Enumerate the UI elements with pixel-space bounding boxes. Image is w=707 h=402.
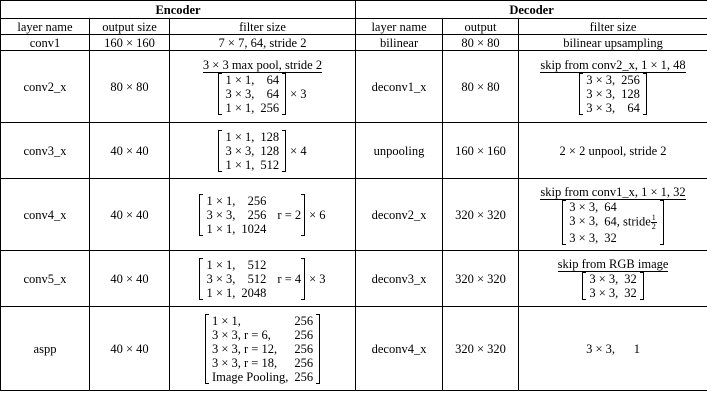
stride-fraction bbox=[651, 214, 657, 231]
matrix-cell: 256 bbox=[247, 207, 267, 222]
col-dec-output: output bbox=[443, 19, 519, 35]
matrix-cell: 3 × 3, bbox=[589, 286, 619, 300]
dec-filter: bilinear upsampling bbox=[519, 35, 707, 51]
col-layer-name: layer name bbox=[1, 19, 90, 35]
col-output-size: output size bbox=[90, 19, 170, 35]
dec-layer-name: deconv3_x bbox=[356, 251, 443, 307]
matrix-cell: 256 bbox=[294, 369, 314, 384]
matrix-cell: 512 bbox=[247, 271, 267, 286]
matrix-cell: 2048 bbox=[241, 285, 267, 300]
matrix-cell: 1 × 1, bbox=[225, 73, 255, 87]
dec-skip-label: skip from RGB image bbox=[557, 257, 669, 271]
matrix-cell: 3 × 3, bbox=[586, 87, 616, 101]
dec-output-size: 80 × 80 bbox=[443, 35, 519, 51]
dec-skip-label: skip from conv1_x, 1 × 1, 32 bbox=[540, 184, 686, 199]
enc-block-matrix bbox=[218, 130, 286, 172]
matrix-cell: 1 × 1, bbox=[206, 285, 236, 300]
enc-block-matrix bbox=[199, 194, 305, 236]
enc-output-size: 40 × 40 bbox=[90, 179, 170, 251]
dec-output-size: 80 × 80 bbox=[443, 51, 519, 123]
enc-output-size: 40 × 40 bbox=[90, 123, 170, 179]
matrix-cell: 3 × 3, r = 12, bbox=[211, 341, 278, 356]
enc-filter: 7 × 7, 64, stride 2 bbox=[170, 35, 356, 51]
block-multiplier: × 6 bbox=[309, 207, 326, 222]
enc-filter bbox=[170, 179, 356, 251]
matrix-cell: 3 × 3, bbox=[569, 213, 599, 228]
enc-filter bbox=[170, 51, 356, 123]
fraction-denominator: 2 bbox=[651, 221, 656, 231]
dec-skip-label: skip from conv2_x, 1 × 1, 48 bbox=[540, 58, 686, 72]
enc-layer-name: aspp bbox=[1, 307, 90, 391]
enc-layer-name: conv1 bbox=[1, 35, 90, 51]
enc-output-size: 160 × 160 bbox=[90, 35, 170, 51]
matrix-cell: 3 × 3, r = 6, bbox=[211, 327, 271, 342]
enc-block-matrix bbox=[199, 258, 305, 300]
enc-layer-name: conv5_x bbox=[1, 251, 90, 307]
enc-output-size: 40 × 40 bbox=[90, 307, 170, 391]
dec-layer-name: bilinear bbox=[356, 35, 443, 51]
encoder-header: Encoder bbox=[1, 1, 356, 19]
dec-filter: 2 × 2 unpool, stride 2 bbox=[519, 123, 707, 179]
dec-block-matrix bbox=[562, 200, 663, 245]
matrix-cell: 256 bbox=[294, 341, 314, 356]
fraction-numerator: 1 bbox=[651, 212, 656, 222]
matrix-cell: 64 bbox=[604, 199, 617, 214]
matrix-cell: 1 × 1, bbox=[225, 157, 255, 172]
matrix-cell: 64 bbox=[266, 73, 280, 87]
dec-layer-name: deconv2_x bbox=[356, 179, 443, 251]
matrix-cell: 128 bbox=[621, 87, 640, 101]
matrix-cell: 256 bbox=[294, 355, 314, 370]
enc-block-matrix bbox=[218, 73, 286, 115]
dec-layer-name: deconv4_x bbox=[356, 307, 443, 391]
table-row bbox=[1, 51, 707, 123]
dec-filter bbox=[519, 179, 707, 251]
matrix-cell: 256 bbox=[247, 193, 267, 208]
col-dec-filter-size: filter size bbox=[519, 19, 707, 35]
col-filter-size: filter size bbox=[170, 19, 356, 35]
matrix-cell: 32 bbox=[624, 272, 637, 286]
dec-filter bbox=[519, 51, 707, 123]
matrix-cell: 3 × 3, r = 18, bbox=[211, 355, 278, 370]
dec-layer-name: unpooling bbox=[356, 123, 443, 179]
dilation-rate: r = 4 bbox=[277, 271, 302, 286]
enc-filter bbox=[170, 307, 356, 391]
matrix-cell: 1 × 1, bbox=[211, 313, 241, 328]
dec-block-matrix bbox=[582, 272, 643, 300]
enc-prelayer: 3 × 3 max pool, stride 2 bbox=[202, 58, 323, 72]
matrix-cell: 64 bbox=[627, 101, 640, 115]
block-multiplier: × 4 bbox=[290, 143, 307, 158]
matrix-cell: 256 bbox=[294, 327, 314, 342]
matrix-cell: 3 × 3, bbox=[206, 207, 236, 222]
matrix-cell: 1 × 1, bbox=[206, 257, 236, 272]
matrix-cell: 32 bbox=[624, 286, 637, 300]
matrix-cell: 256 bbox=[260, 101, 280, 115]
matrix-cell: 128 bbox=[260, 143, 280, 158]
col-dec-layer-name: layer name bbox=[356, 19, 443, 35]
dec-output-size: 320 × 320 bbox=[443, 251, 519, 307]
matrix-cell: 256 bbox=[294, 313, 314, 328]
block-multiplier: × 3 bbox=[290, 87, 307, 101]
dec-filter: 3 × 3, 1 bbox=[519, 307, 707, 391]
matrix-cell: 3 × 3, bbox=[586, 101, 616, 115]
matrix-cell: 1 × 1, bbox=[206, 221, 236, 236]
matrix-cell: 3 × 3, bbox=[569, 230, 599, 245]
matrix-cell: 1024 bbox=[241, 221, 267, 236]
block-multiplier: × 3 bbox=[309, 271, 326, 286]
dec-output-size: 160 × 160 bbox=[443, 123, 519, 179]
matrix-cell: Image Pooling, bbox=[211, 369, 289, 384]
matrix-cell: 1 × 1, bbox=[225, 101, 255, 115]
enc-filter bbox=[170, 123, 356, 179]
matrix-cell: 256 bbox=[621, 73, 640, 87]
table-row bbox=[1, 307, 707, 391]
table-row bbox=[1, 35, 707, 51]
matrix-cell: 64 bbox=[266, 87, 280, 101]
matrix-cell: 1 × 1, bbox=[206, 193, 236, 208]
aspp-matrix bbox=[205, 314, 320, 384]
matrix-cell: 512 bbox=[260, 157, 280, 172]
matrix-cell: 3 × 3, bbox=[206, 271, 236, 286]
matrix-cell: 1 × 1, bbox=[225, 129, 255, 144]
enc-layer-name: conv2_x bbox=[1, 51, 90, 123]
dec-filter bbox=[519, 251, 707, 307]
enc-layer-name: conv3_x bbox=[1, 123, 90, 179]
table-row bbox=[1, 251, 707, 307]
matrix-cell bbox=[601, 214, 660, 231]
enc-filter bbox=[170, 251, 356, 307]
enc-output-size: 40 × 40 bbox=[90, 251, 170, 307]
decoder-header: Decoder bbox=[356, 1, 707, 19]
table-row bbox=[1, 123, 707, 179]
table-row bbox=[1, 179, 707, 251]
dec-layer-name: deconv1_x bbox=[356, 51, 443, 123]
enc-output-size: 80 × 80 bbox=[90, 51, 170, 123]
matrix-cell: 128 bbox=[260, 129, 280, 144]
dec-block-matrix bbox=[579, 73, 647, 115]
matrix-cell: 3 × 3, bbox=[225, 143, 255, 158]
matrix-cell: 3 × 3, bbox=[586, 73, 616, 87]
matrix-cell: 3 × 3, bbox=[225, 87, 255, 101]
dec-output-size: 320 × 320 bbox=[443, 179, 519, 251]
matrix-cell: 32 bbox=[604, 230, 617, 245]
stride-text: 64, stride bbox=[604, 213, 651, 228]
dilation-rate: r = 2 bbox=[277, 207, 302, 222]
matrix-cell: 512 bbox=[247, 257, 267, 272]
matrix-cell: 3 × 3, bbox=[569, 199, 599, 214]
enc-layer-name: conv4_x bbox=[1, 179, 90, 251]
dec-output-size: 320 × 320 bbox=[443, 307, 519, 391]
matrix-cell: 3 × 3, bbox=[589, 272, 619, 286]
